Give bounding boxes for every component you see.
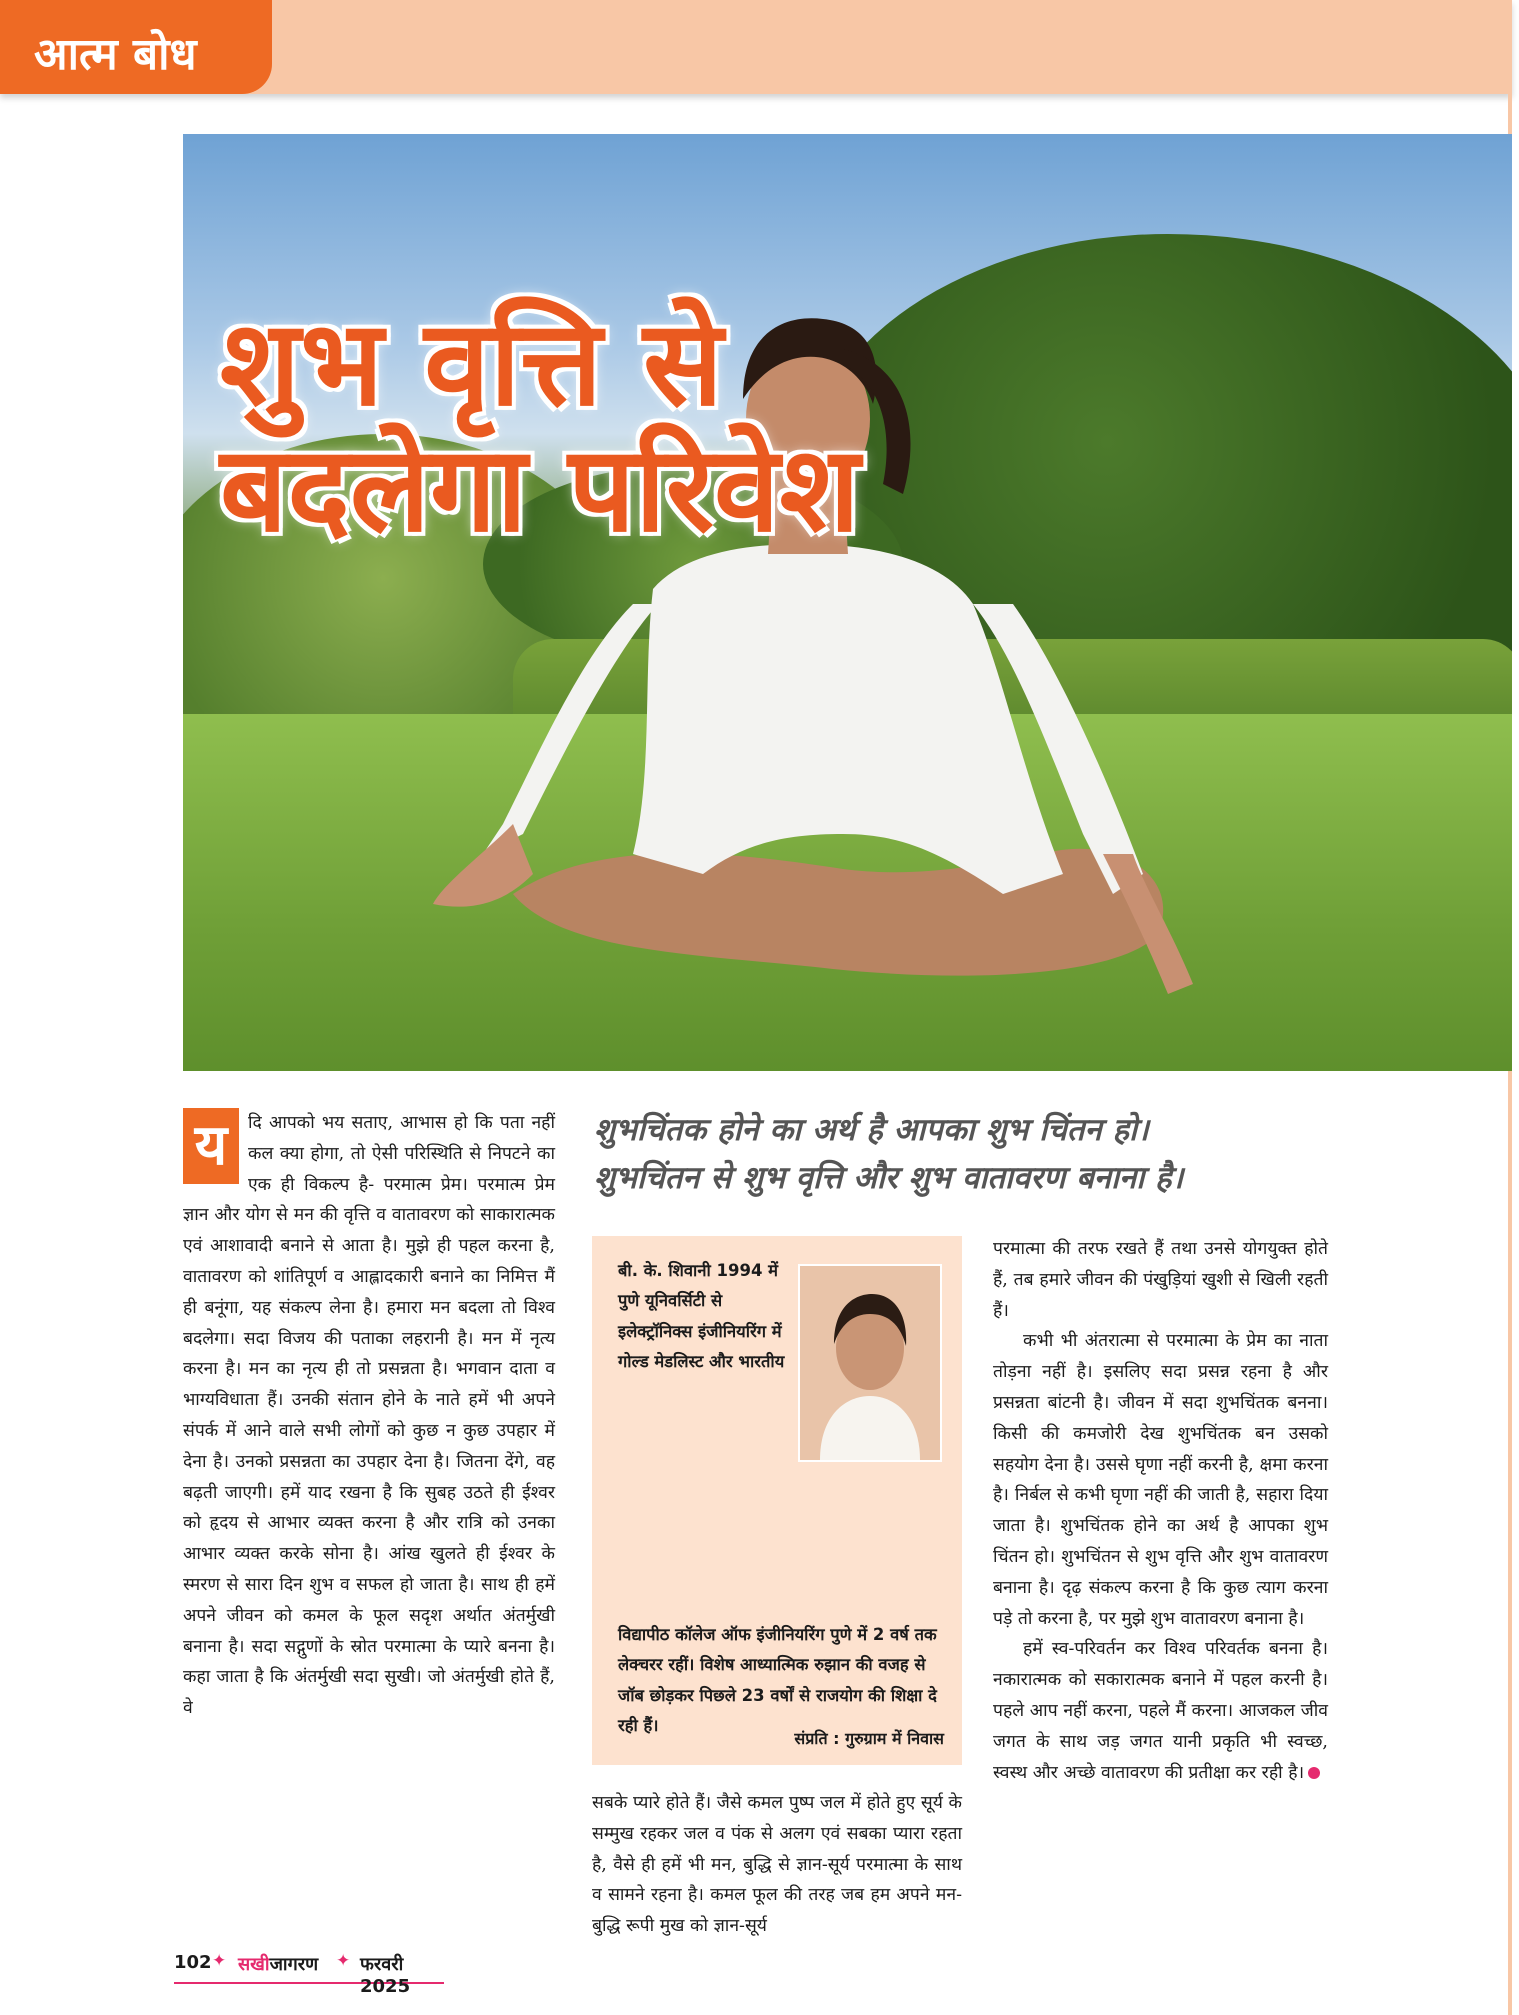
article-col3-paragraph-2: कभी भी अंतरात्मा से परमात्मा के प्रेम का नाता तोड़ना नहीं है। इसलिए सदा प्रसन्न रहना है और प्रसन्नता बांटनी है। जीवन में सदा शुभचिंतक बनना। किसी की कमजोरी देख शुभचिंतक बन उसको सहयोग देना है। उससे घृणा नहीं करनी है, क्षमा करना है। निर्बल से कभी घृणा नहीं की जाती है, सहारा दिया जाता है। शुभचिंतक होने का अर्थ है आपका शुभ चिंतन हो। शुभचिंतन से शुभ वृत्ति और शुभ वातावरण बनाना है। दृढ़ संकल्प करना है कि कुछ त्याग करना पड़े तो करना है, पर मुझे शुभ वातावरण बनाना है। bbox=[993, 1331, 1328, 1629]
pull-quote-line-2: शुभचिंतन से शुभ वृत्ति और शुभ वातावरण बनाना है। bbox=[594, 1160, 1184, 1196]
article-column-2 bbox=[592, 1788, 962, 1942]
hero-photo bbox=[183, 134, 1512, 1071]
headline bbox=[220, 294, 860, 558]
drop-cap: य bbox=[183, 1108, 239, 1184]
meditating-woman-illustration bbox=[183, 134, 1512, 1071]
article-column-3 bbox=[993, 1234, 1328, 1788]
headline-line-1: शुभ वृत्ति से bbox=[220, 294, 723, 432]
bio-current-location: संप्रति : गुरुग्राम में निवास bbox=[794, 1729, 944, 1748]
author-bio-box bbox=[592, 1236, 962, 1765]
issue-date: फरवरी 2025 bbox=[360, 1954, 411, 1997]
pull-quote-line-1: शुभचिंतक होने का अर्थ है आपका शुभ चिंतन हो। bbox=[594, 1112, 1149, 1148]
page-footer bbox=[174, 1948, 444, 1997]
author-photo bbox=[798, 1264, 942, 1462]
article-col1-text: दि आपको भय सताए, आभास हो कि पता नहीं कल क्या होगा, तो ऐसी परिस्थिति से निपटने का एक ही विकल्प है- परमात्म प्रेम। परमात्म प्रेम ज्ञान और योग से मन की वृत्ति व वातावरण को साकारात्मक एवं आशावादी बनाने से आता है। मुझे ही पहल करना है, वातावरण को शांतिपूर्ण व आह्लादकारी बनाने का निमित्त मैं ही बनूंगा, यह संकल्प लेना है। हमारा मन बदला तो विश्व बदलेगा। सदा विजय की पताका लहरानी है। मन में नृत्य करना है। मन का नृत्य ही तो प्रसन्नता है। भगवान दाता व भाग्यविधाता हैं। उनकी संतान होने के नाते हमें भी अपने संपर्क में आने वाले सभी लोगों को कुछ न कुछ उपहार में देना है। उनको प्रसन्नता का उपहार देना है। जितना देंगे, वह बढ़ती जाएगी। हमें याद रखना है कि सुबह उठते ही ईश्वर को हृदय से आभार व्यक्त करना है और रात्रि को उनका आभार व्यक्त करके सोना है। आंख खुलते ही ईश्वर के स्मरण से सारा दिन शुभ व सफल हो जाता है। साथ ही हमें अपने जीवन को कमल के फूल सदृश अर्थात अंतर्मुखी बनाना है। सदा सद्गुणों के स्रोत परमात्मा के प्यारे बनना है। कहा जाता है कि अंतर्मुखी सदा सुखी। जो अंतर्मुखी होते हैं, वे bbox=[183, 1113, 555, 1719]
bio-text-bottom: विद्यापीठ कॉलेज ऑफ इंजीनियरिंग पुणे में 2 वर्ष तक लेक्चरर रहीं। विशेष आध्यात्मिक रुझान की वजह से जॉब छोड़कर पिछले 23 वर्षों से राजयोग की शिक्षा दे रही हैं। bbox=[618, 1625, 937, 1735]
magazine-name-part-1: सखी bbox=[238, 1954, 270, 1975]
headline-line-2: बदलेगा परिवेश bbox=[220, 420, 860, 558]
star-icon: ✦ bbox=[336, 1951, 351, 1971]
article-col2-text: सबके प्यारे होते हैं। जैसे कमल पुष्प जल में होते हुए सूर्य के सम्मुख रहकर जल व पंक से अलग एवं सबका प्यारा रहता है, वैसे ही हमें भी मन, बुद्धि से ज्ञान-सूर्य परमात्मा के साथ व सामने रहना है। कमल फूल की तरह जब हम अपने मन-बुद्धि रूपी मुख को ज्ञान-सूर्य bbox=[592, 1793, 962, 1937]
pull-quote bbox=[594, 1106, 1306, 1202]
article-col3-paragraph-1: परमात्मा की तरफ रखते हैं तथा उनसे योगयुक्त होते हैं, तब हमारे जीवन की पंखुड़ियां खुशी से खिली रहती हैं। bbox=[993, 1239, 1328, 1321]
page-number: 102 bbox=[174, 1952, 212, 1973]
section-label: आत्म बोध bbox=[34, 29, 197, 80]
end-mark-icon bbox=[1308, 1767, 1320, 1779]
article-col3-paragraph-3: हमें स्व-परिवर्तन कर विश्व परिवर्तक बनना है। नकारात्मक को सकारात्मक बनाने में पहल करनी है। पहले आप नहीं करना, पहले मैं करना। आजकल जीव जगत के साथ जड़ जगत यानी प्रकृति भी स्वच्छ, स्वस्थ और अच्छे वातावरण की प्रतीक्षा कर रही है। bbox=[993, 1639, 1328, 1783]
section-header-bar bbox=[0, 0, 1512, 94]
magazine-name-part-2: जागरण bbox=[269, 1954, 319, 1975]
section-tab bbox=[0, 0, 272, 94]
bio-text-top: बी. के. शिवानी 1994 में पुणे यूनिवर्सिटी से इलेक्ट्रॉनिक्स इंजीनियरिंग में गोल्ड मेडलिस्ट और भारतीय bbox=[618, 1261, 785, 1371]
magazine-name bbox=[238, 1952, 318, 1976]
article-column-1 bbox=[183, 1108, 555, 1724]
star-icon: ✦ bbox=[212, 1951, 227, 1971]
